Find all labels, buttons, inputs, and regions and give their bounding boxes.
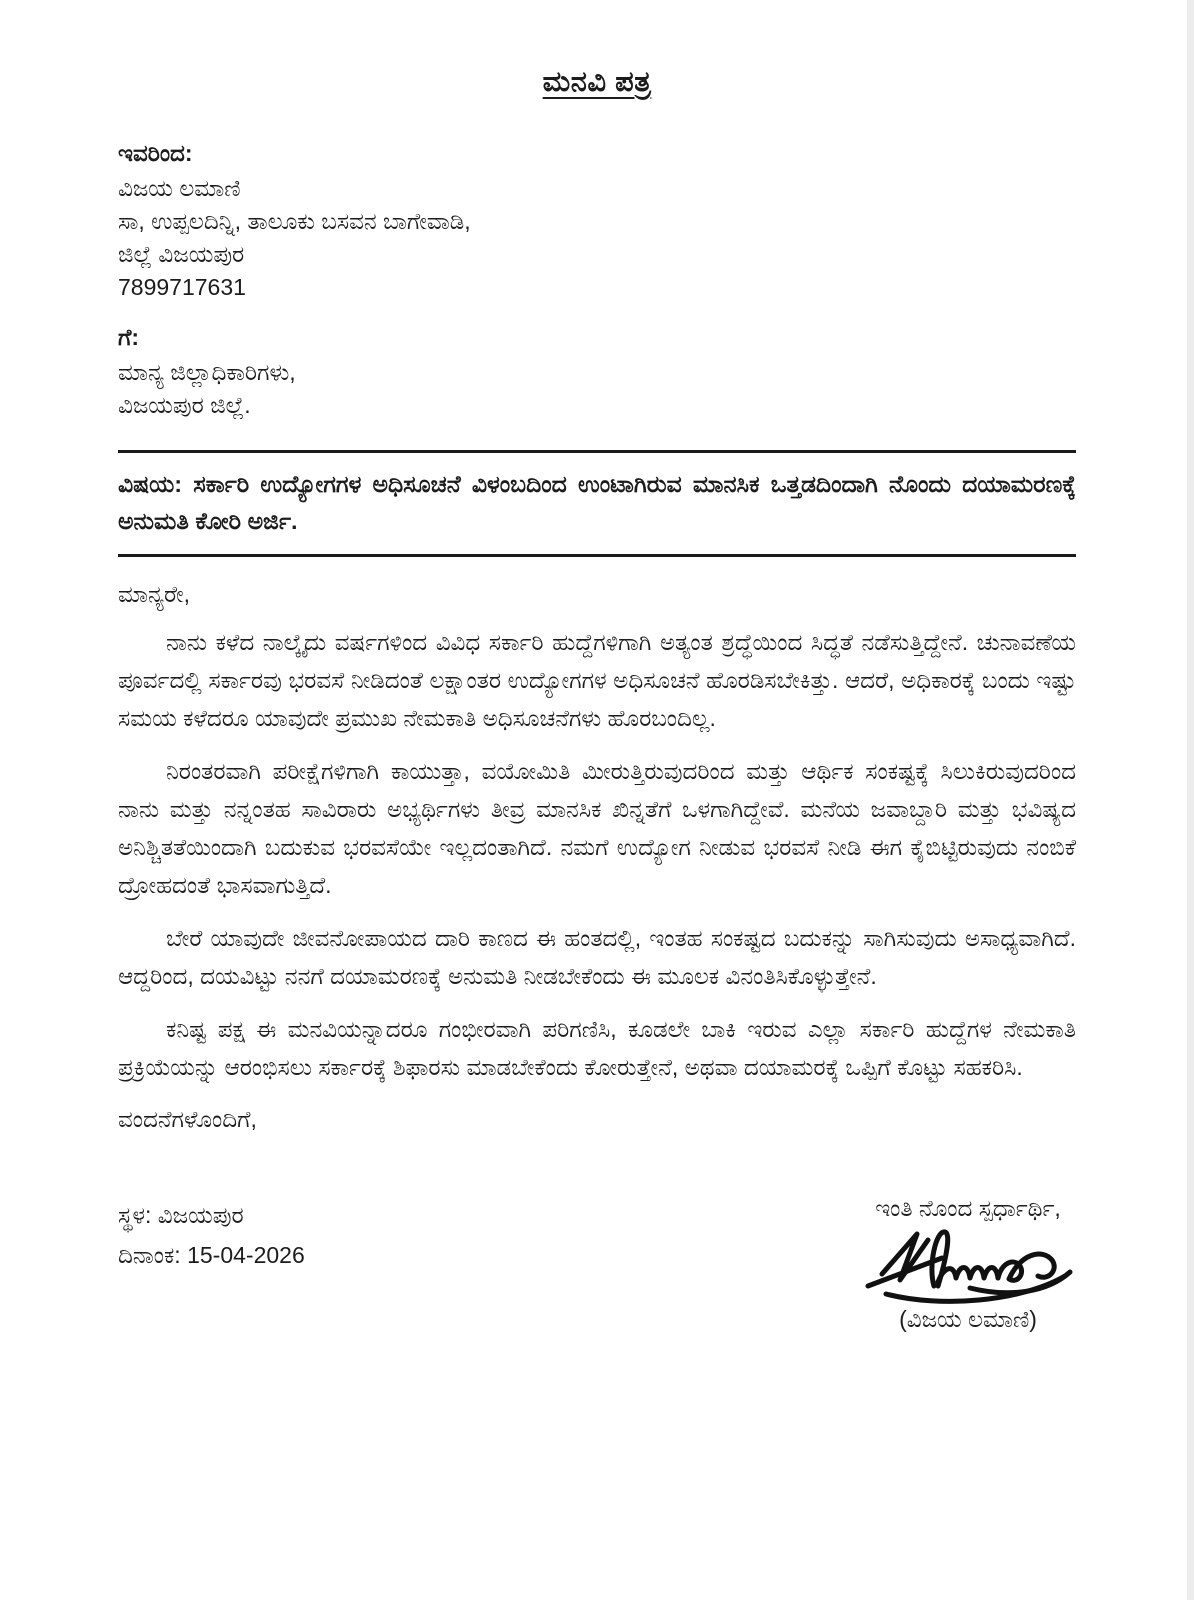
signature-icon: [860, 1224, 1076, 1306]
from-label: ಇವರಿಂದ:: [118, 140, 193, 166]
signoff-line: ಇಂತಿ ನೊಂದ ಸ್ಪರ್ಧಾರ್ಥಿ,: [875, 1195, 1061, 1221]
signature-block: [838, 1195, 1098, 1333]
subject-divider-bottom: [118, 554, 1076, 557]
closing-line: ವಂದನೆಗಳೊಂದಿಗೆ,: [118, 1106, 257, 1132]
date-line: ದಿನಾಂಕ: 15-04-2026: [118, 1242, 305, 1268]
to-label: ಗೆ:: [118, 324, 140, 350]
subject-line: ವಿಷಯ: ಸರ್ಕಾರಿ ಉದ್ಯೋಗಗಳ ಅಧಿಸೂಚನೆ ವಿಳಂಬದಿಂದ ಉಂಟಾಗಿರುವ ಮಾನಸಿಕ ಒತ್ತಡದಿಂದಾಗಿ ನೊಂದು ದಯಾಮರಣಕ್ಕೆ ಅನುಮತಿ ಕೋರಿ ಅರ್ಜಿ.: [118, 471, 1076, 534]
footer: [118, 1195, 1076, 1333]
paragraph-2: ನಿರಂತರವಾಗಿ ಪರೀಕ್ಷೆಗಳಿಗಾಗಿ ಕಾಯುತ್ತಾ, ವಯೋಮಿತಿ ಮೀರುತ್ತಿರುವುದರಿಂದ ಮತ್ತು ಆರ್ಥಿಕ ಸಂಕಷ್ಟಕ್ಕೆ ಸಿಲುಕಿರುವುದರಿಂದ ನಾನು ಮತ್ತು ನನ್ನಂತಹ ಸಾವಿರಾರು ಅಭ್ಯರ್ಥಿಗಳು ತೀವ್ರ ಮಾನಸಿಕ ಖಿನ್ನತೆಗೆ ಒಳಗಾಗಿದ್ದೇವೆ. ಮನೆಯ ಜವಾಬ್ದಾರಿ ಮತ್ತು ಭವಿಷ್ಯದ ಅನಿಶ್ಚಿತತೆಯಿಂದಾಗಿ ಬದುಕುವ ಭರವಸೆಯೇ ಇಲ್ಲದಂತಾಗಿದೆ. ನಮಗೆ ಉದ್ಯೋಗ ನೀಡುವ ಭರವಸೆ ನೀಡಿ ಈಗ ಕೈಬಿಟ್ಟಿರುವುದು ನಂಬಿಕೆ ದ್ರೋಹದಂತೆ ಭಾಸವಾಗುತ್ತಿದೆ.: [118, 758, 1076, 898]
signatory-name: (ವಿಜಯ ಲಮಾಣಿ): [899, 1306, 1037, 1332]
from-district: ಜಿಲ್ಲೆ ವಿಜಯಪುರ: [118, 241, 245, 267]
salutation: ಮಾನ್ಯರೇ,: [118, 581, 191, 607]
to-recipient: ಮಾನ್ಯ ಜಿಲ್ಲಾಧಿಕಾರಿಗಳು,: [118, 359, 296, 385]
place-line: ಸ್ಥಳ: ವಿಜಯಪುರ: [118, 1202, 244, 1228]
page-edge-strip: [1187, 0, 1194, 1600]
to-block: [118, 321, 1076, 422]
from-address: ಸಾ, ಉಪ್ಪಲದಿನ್ನಿ, ತಾಲೂಕು ಬಸವನ ಬಾಗೇವಾಡಿ,: [118, 208, 471, 234]
paragraph-3: ಬೇರೆ ಯಾವುದೇ ಜೀವನೋಪಾಯದ ದಾರಿ ಕಾಣದ ಈ ಹಂತದಲ್ಲಿ, ಇಂತಹ ಸಂಕಷ್ಟದ ಬದುಕನ್ನು ಸಾಗಿಸುವುದು ಅಸಾಧ್ಯವಾಗಿದೆ. ಆದ್ದರಿಂದ, ದಯವಿಟ್ಟು ನನಗೆ ದಯಾಮರಣಕ್ಕೆ ಅನುಮತಿ ನೀಡಬೇಕೆಂದು ಈ ಮೂಲಕ ವಿನಂತಿಸಿಕೊಳ್ಳುತ್ತೇನೆ.: [118, 925, 1076, 989]
from-name: ವಿಜಯ ಲಮಾಣಿ: [118, 175, 241, 201]
from-block: [118, 137, 1076, 304]
paragraph-4: ಕನಿಷ್ಟ ಪಕ್ಷ ಈ ಮನವಿಯನ್ನಾದರೂ ಗಂಭೀರವಾಗಿ ಪರಿಗಣಿಸಿ, ಕೂಡಲೇ ಬಾಕಿ ಇರುವ ಎಲ್ಲಾ ಸರ್ಕಾರಿ ಹುದ್ದೆಗಳ ನೇಮಕಾತಿ ಪ್ರಕ್ರಿಯೆಯನ್ನು ಆರಂಭಿಸಲು ಸರ್ಕಾರಕ್ಕೆ ಶಿಫಾರಸು ಮಾಡಬೇಕೆಂದು ಕೋರುತ್ತೇನೆ, ಅಥವಾ ದಯಾಮರಕ್ಕೆ ಒಪ್ಪಿಗೆ ಕೊಟ್ಟು ಸಹಕರಿಸಿ.: [118, 1016, 1076, 1080]
place-date-block: [118, 1195, 305, 1275]
page-title: ಮನವಿ ಪತ್ರ: [542, 66, 652, 98]
paragraph-1: ನಾನು ಕಳೆದ ನಾಲ್ಕೈದು ವರ್ಷಗಳಿಂದ ವಿವಿಧ ಸರ್ಕಾರಿ ಹುದ್ದೆಗಳಿಗಾಗಿ ಅತ್ಯಂತ ಶ್ರದ್ಧೆಯಿಂದ ಸಿದ್ಧತೆ ನಡೆಸುತ್ತಿದ್ದೇನೆ. ಚುನಾವಣೆಯ ಪೂರ್ವದಲ್ಲಿ ಸರ್ಕಾರವು ಭರವಸೆ ನೀಡಿದಂತೆ ಲಕ್ಷಾಂತರ ಉದ್ಯೋಗಗಳ ಅಧಿಸೂಚನೆ ಹೊರಡಿಸಬೇಕಿತ್ತು. ಆದರೆ, ಅಧಿಕಾರಕ್ಕೆ ಬಂದು ಇಷ್ಟು ಸಮಯ ಕಳೆದರೂ ಯಾವುದೇ ಪ್ರಮುಖ ನೇಮಕಾತಿ ಅಧಿಸೂಚನೆಗಳು ಹೊರಬಂದಿಲ್ಲ.: [118, 629, 1076, 731]
from-phone: 7899717631: [118, 274, 246, 300]
to-district: ವಿಜಯಪುರ ಜಿಲ್ಲೆ.: [118, 392, 251, 418]
